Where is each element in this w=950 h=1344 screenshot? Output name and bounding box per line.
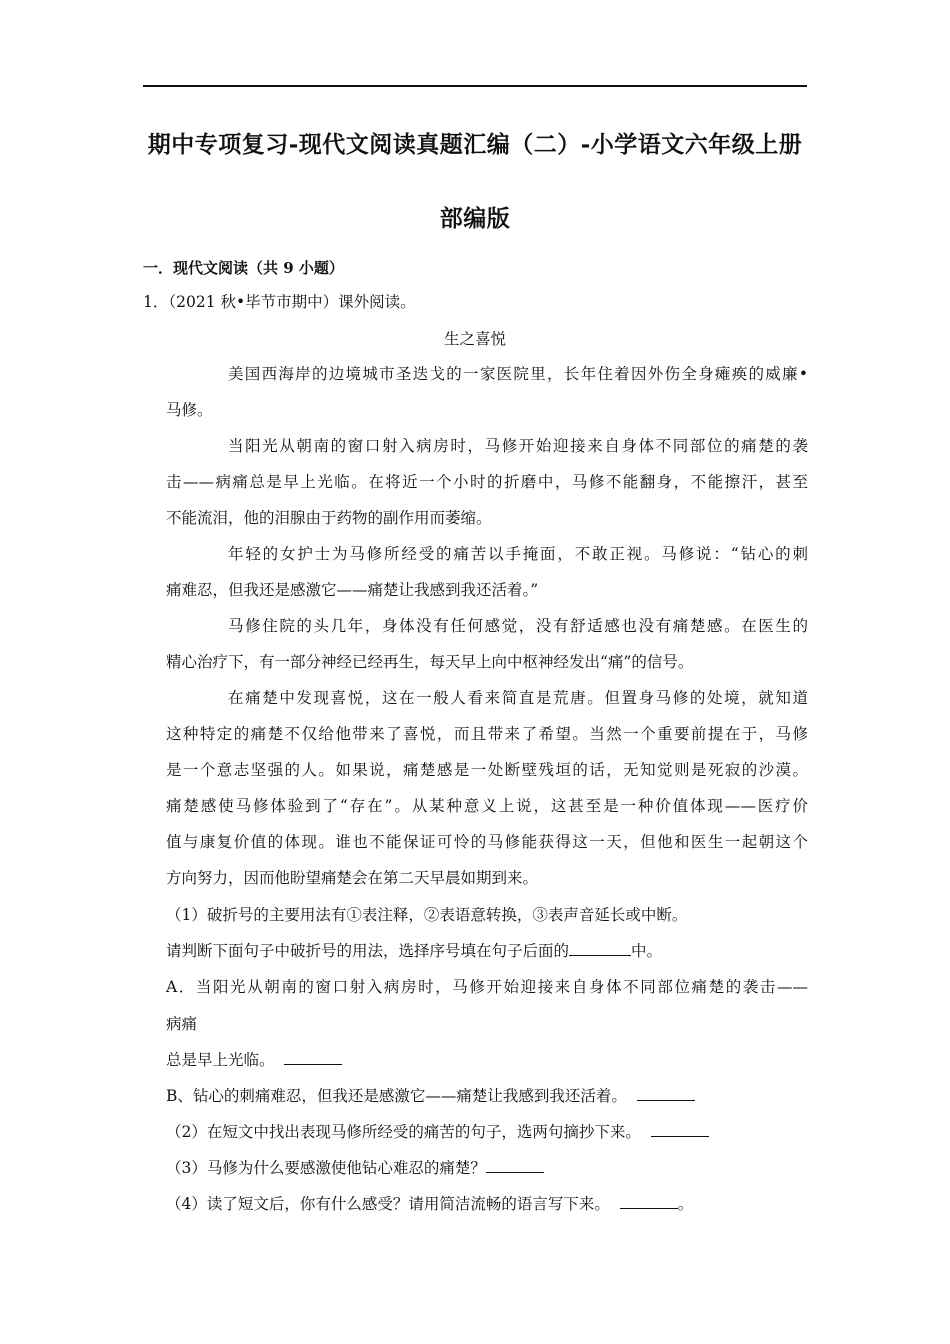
passage-line: 值与康复价值的体现。谁也不能保证可怜的马修能获得这一天，但他和医生一起朝这个: [166, 833, 808, 851]
option-b: [166, 1086, 695, 1106]
instruction-text: 请判断下面句子中破折号的用法，选择序号填在句子后面的: [166, 942, 570, 960]
passage-line: 马修住院的头几年，身体没有任何感觉，没有舒适感也没有痛楚感。在医生的: [228, 617, 808, 635]
answer-blank[interactable]: [637, 1086, 695, 1101]
question-source: （2021 秋•毕节市期中）课外阅读。: [168, 293, 416, 311]
option-a-line1: A．当阳光从朝南的窗口射入病房时，马修开始迎接来自身体不同部位痛楚的袭击——: [166, 978, 808, 996]
passage-line: 痛难忍，但我还是感激它——痛楚让我感到我还活着。”: [166, 581, 539, 599]
question-header: [143, 292, 416, 312]
subquestion-3-text: （3）马修为什么要感激使他钻心难忍的痛楚？: [166, 1159, 486, 1177]
option-a-text: 总是早上光临。: [166, 1051, 275, 1069]
passage-line: 击——病痛总是早上光临。在将近一个小时的折磨中，马修不能翻身，不能擦汗，甚至: [166, 473, 808, 491]
document-title-line2: 部编版: [439, 205, 511, 232]
answer-blank[interactable]: [569, 941, 631, 956]
header-rule: [143, 85, 807, 87]
subquestion-2-text: （2）在短文中找出表现马修所经受的痛苦的句子，选两句摘抄下来。: [166, 1123, 641, 1141]
passage-line: 马修。: [166, 401, 213, 419]
passage-title: 生之喜悦: [443, 330, 506, 348]
option-b-text: B、钻心的刺痛难忍，但我还是感激它——痛楚让我感到我还活着。: [166, 1087, 627, 1105]
passage-line: 这种特定的痛楚不仅给他带来了喜悦，而且带来了希望。当然一个重要前提在于，马修: [166, 725, 808, 743]
subquestion-2: [166, 1122, 709, 1142]
answer-blank[interactable]: [620, 1194, 678, 1209]
passage-line: 不能流泪，他的泪腺由于药物的副作用而萎缩。: [166, 509, 492, 527]
option-a-line3: [166, 1050, 342, 1070]
passage-line: 美国西海岸的边境城市圣迭戈的一家医院里，长年住着因外伤全身瘫痪的威廉•: [228, 365, 808, 383]
passage-line: 在痛楚中发现喜悦，这在一般人看来简直是荒唐。但置身马修的处境，就知道: [228, 689, 808, 707]
passage-line: 是一个意志坚强的人。如果说，痛楚感是一处断壁残垣的话，无知觉则是死寂的沙漠。: [166, 761, 808, 779]
passage-line: 年轻的女护士为马修所经受的痛苦以手掩面，不敢正视。马修说：“钻心的刺: [228, 545, 808, 563]
answer-blank[interactable]: [486, 1158, 544, 1173]
question-number: 1．: [143, 293, 169, 311]
section-heading: 一．现代文阅读（共 9 小题）: [143, 259, 344, 277]
subquestion-4-end: 。: [677, 1195, 694, 1213]
answer-blank[interactable]: [651, 1122, 709, 1137]
document-title-line1: 期中专项复习-现代文阅读真题汇编（二）-小学语文六年级上册: [147, 131, 803, 158]
subquestion-1-intro: （1）破折号的主要用法有①表注释，②表语意转换，③表声音延长或中断。: [166, 906, 688, 924]
passage-line: 当阳光从朝南的窗口射入病房时，马修开始迎接来自身体不同部位的痛楚的袭: [228, 437, 808, 455]
subquestion-4-text: （4）读了短文后，你有什么感受？请用简洁流畅的语言写下来。: [166, 1195, 610, 1213]
passage-line: 方向努力，因而他盼望痛楚会在第二天早晨如期到来。: [166, 869, 539, 887]
subquestion-1-instruction: [166, 941, 662, 961]
answer-blank[interactable]: [284, 1050, 342, 1065]
subquestion-4: [166, 1194, 693, 1214]
instruction-text-end: 中。: [631, 942, 663, 960]
passage-line: 痛楚感使马修体验到了“存在”。从某种意义上说，这甚至是一种价值体现——医疗价: [166, 797, 808, 815]
passage-line: 精心治疗下，有一部分神经已经再生，每天早上向中枢神经发出“痛”的信号。: [166, 653, 694, 671]
option-a-line2: 病痛: [166, 1015, 198, 1033]
subquestion-3: [166, 1158, 544, 1178]
